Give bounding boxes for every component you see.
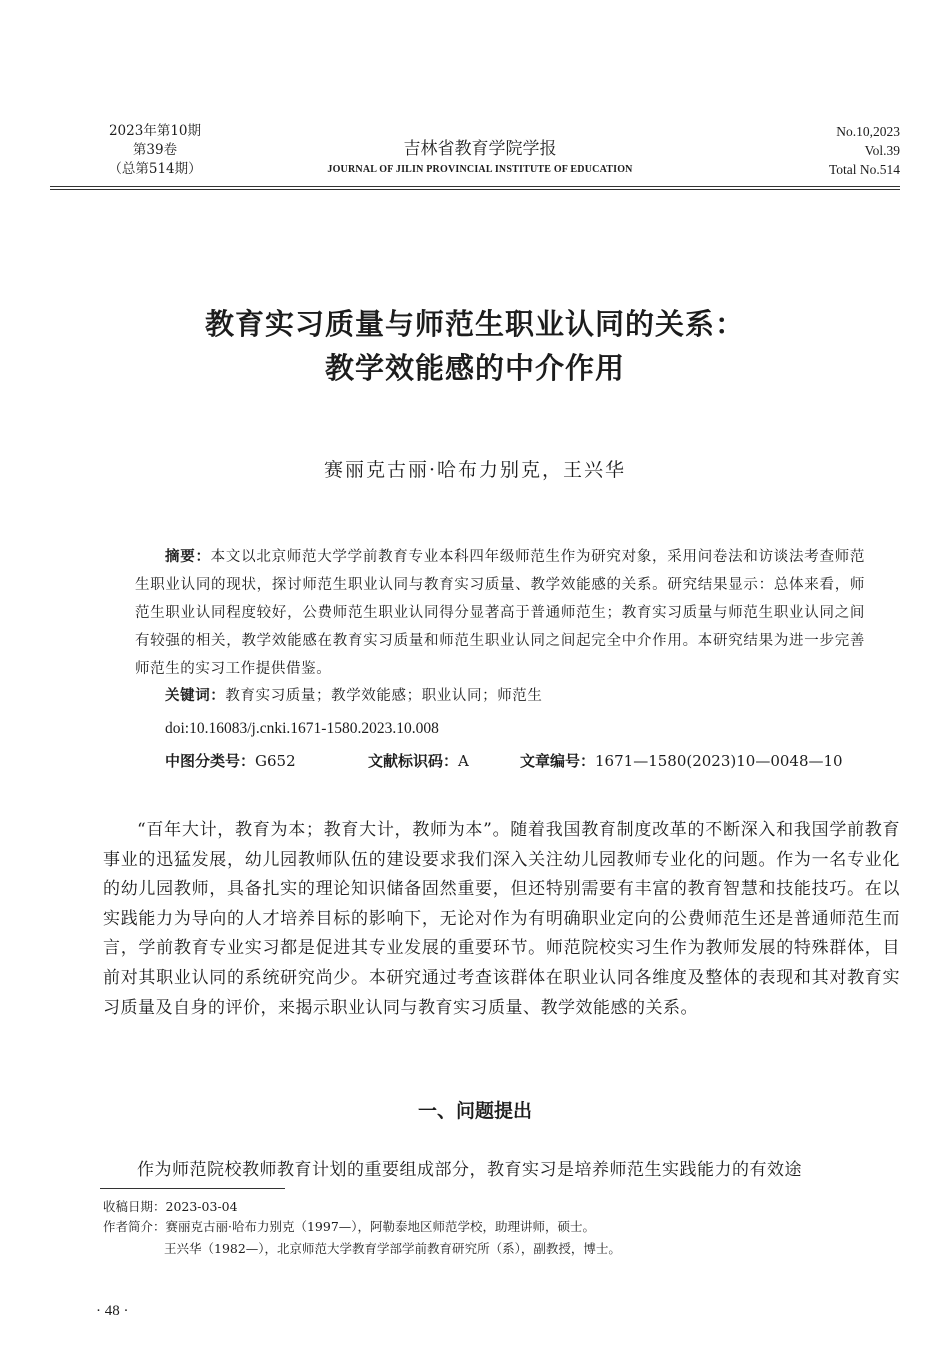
keywords (165, 682, 865, 710)
journal-name-en: JOURNAL OF JILIN PROVINCIAL INSTITUTE OF EDUCATION (327, 164, 633, 175)
page-number: · 48 · (96, 1303, 129, 1319)
intro-body (103, 816, 900, 1023)
issue-vol: Vol.39 (864, 143, 900, 158)
article-value: 1671—1580(2023)10—0048—10 (595, 752, 843, 770)
journal-name-cn: 吉林省教育学院学报 (403, 139, 557, 159)
author-info-1: 作者简介：赛丽克古丽·哈布力别克（1997—），阿勒泰地区师范学校，助理讲师，硕士。 (103, 1219, 596, 1234)
document-code (368, 750, 469, 771)
keywords-text: 教育实习质量；教学效能感；职业认同；师范生 (225, 688, 543, 704)
footnote-rule (100, 1188, 285, 1189)
doi: doi:10.16083/j.cnki.1671-1580.2023.10.008 (165, 720, 439, 737)
clc-value: G652 (255, 752, 296, 770)
section-heading: 一、问题提出 (417, 1100, 532, 1122)
authors: 赛丽克古丽·哈布力别克，王兴华 (323, 459, 627, 481)
received-date: 收稿日期：2023-03-04 (103, 1199, 238, 1214)
doc-value: A (458, 752, 469, 770)
intro-paragraph: “百年大计，教育为本；教育大计，教师为本”。随着我国教育制度改革的不断深入和我国学前教育事业的迅猛发展，幼儿园教师队伍的建设要求我们深入关注幼儿园教师专业化的问题。作为一名专业化的幼儿园教师，具备扎实的理论知识储备固然重要，但还特别需要有丰富的教育智慧和技能技巧。在以实践能力为导向的人才培养目标的影响下，无论对作为有明确职业定向的公费师范生还是普通师范生而言，学前教育专业实习都是促进其专业发展的重要环节。师范院校实习生作为教师发展的特殊群体，目前对其职业认同的系统研究尚少。本研究通过考查该群体在职业认同各维度及整体的表现和其对教育实习质量及自身的评价，来揭示职业认同与教育实习质量、教学效能感的关系。 (103, 820, 900, 1018)
issue-total-no: Total No.514 (828, 162, 900, 177)
issue-volume: 第39卷 (132, 142, 178, 158)
issue-info-right (780, 122, 900, 179)
header-rule-secondary (50, 189, 900, 190)
issue-total: （总第514期） (108, 161, 202, 177)
abstract (135, 543, 865, 683)
article-label: 文章编号： (520, 752, 596, 770)
header-rule (50, 186, 900, 187)
issue-no: No.10,2023 (836, 124, 900, 139)
article-number (520, 750, 843, 771)
abstract-text: 本文以北京师范大学学前教育专业本科四年级师范生作为研究对象，采用问卷法和访谈法考查师范生职业认同的现状，探讨师范生职业认同与教育实习质量、教学效能感的关系。研究结果显示：总体来看，师范生职业认同程度较好，公费师范生职业认同得分显著高于普通师范生；教育实习质量与师范生职业认同之间有较强的相关，教学效能感在教育实习质量和师范生职业认同之间起完全中介作用。本研究结果为进一步完善师范生的实习工作提供借鉴。 (135, 549, 865, 677)
clc-label: 中图分类号： (165, 752, 256, 770)
author-info-2: 王兴华（1982—），北京师范大学教育学部学前教育研究所（系），副教授，博士。 (164, 1241, 621, 1256)
journal-name (270, 138, 690, 175)
title-line-1: 教育实习质量与师范生职业认同的关系： (204, 307, 745, 341)
section-paragraph: 作为师范院校教师教育计划的重要组成部分，教育实习是培养师范生实践能力的有效途 (137, 1160, 802, 1180)
issue-year: 2023年第10期 (108, 123, 202, 139)
article-title (60, 302, 890, 390)
title-line-2: 教学效能感的中介作用 (324, 351, 625, 385)
clc-number (165, 750, 296, 771)
keywords-label: 关键词： (165, 688, 226, 704)
abstract-label: 摘要： (165, 549, 211, 565)
doc-label: 文献标识码： (368, 752, 459, 770)
issue-info-left (100, 122, 210, 179)
